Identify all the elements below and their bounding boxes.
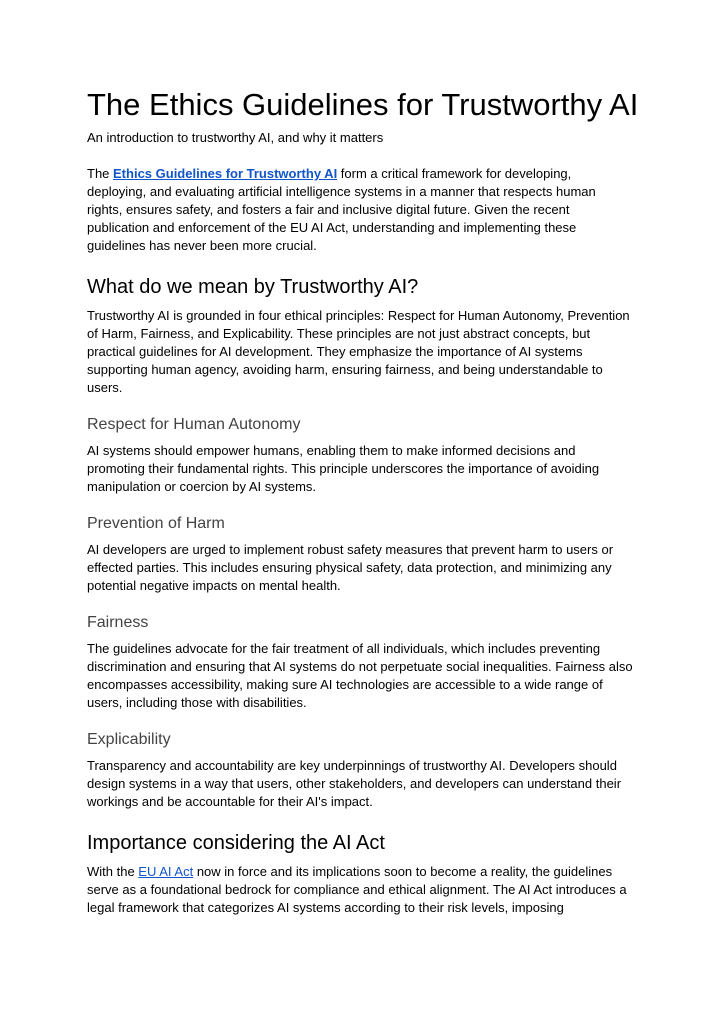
section-body-trustworthy-ai: Trustworthy AI is grounded in four ethical principles: Respect for Human Autonomy, Prevention of Harm, Fairness, and Explicability. These principles are not just abstract concepts, but practical guidelines for AI development. They emphasize the importance of AI systems supporting human agency, avoiding harm, ensuring fairness, and being understandable to users. [87,308,630,395]
section-body-ai-act [87,863,633,917]
ethics-guidelines-link[interactable]: Ethics Guidelines for Trustworthy AI [113,166,338,181]
principle-body-harm: AI developers are urged to implement robust safety measures that prevent harm to users or effected parties. This includes ensuring physical safety, data protection, and minimizing any potential negative impacts on mental health. [87,542,614,593]
document-subtitle: An introduction to trustworthy AI, and why it matters [87,130,384,145]
principle-heading-harm: Prevention of Harm [87,515,225,532]
principle-heading-autonomy: Respect for Human Autonomy [87,416,301,433]
intro-text-after: form a critical framework for developing, deploying, and evaluating artificial intelligence systems in a manner that respects human rights, ensures safety, and fosters a fair and inclusive digital future. Given the recent publication and enforcement of the EU AI Act, understanding and implementing these guidelines has never been more crucial. [87,166,596,253]
ai-act-text-after: now in force and its implications soon to become a reality, the guidelines serve as a foundational bedrock for compliance and ethical alignment. The AI Act introduces a legal framework that categorizes AI systems according to their risk levels, imposing [87,864,627,915]
principle-heading-explicability: Explicability [87,731,171,748]
principle-body-explicability: Transparency and accountability are key underpinnings of trustworthy AI. Developers should design systems in a way that users, other stakeholders, and developers can understand their workings and be accountable for their AI's impact. [87,758,622,809]
document-title: The Ethics Guidelines for Trustworthy AI [87,87,639,122]
section-heading-trustworthy-ai: What do we mean by Trustworthy AI? [87,276,419,298]
principle-body-autonomy: AI systems should empower humans, enabling them to make informed decisions and promoting their fundamental rights. This principle underscores the importance of avoiding manipulation or coercion by AI systems. [87,443,600,494]
principle-body-fairness: The guidelines advocate for the fair treatment of all individuals, which includes preventing discrimination and ensuring that AI systems do not perpetuate social inequalities. Fairness also encompasses accessibility, making sure AI technologies are accessible to a wide range of users, including those with disabilities. [87,641,633,710]
intro-text-before: The [87,166,114,181]
principle-heading-fairness: Fairness [87,614,149,631]
intro-paragraph [87,165,633,255]
ai-act-text-before: With the [87,864,139,879]
section-heading-ai-act: Importance considering the AI Act [87,832,385,854]
eu-ai-act-link[interactable]: EU AI Act [138,864,194,879]
